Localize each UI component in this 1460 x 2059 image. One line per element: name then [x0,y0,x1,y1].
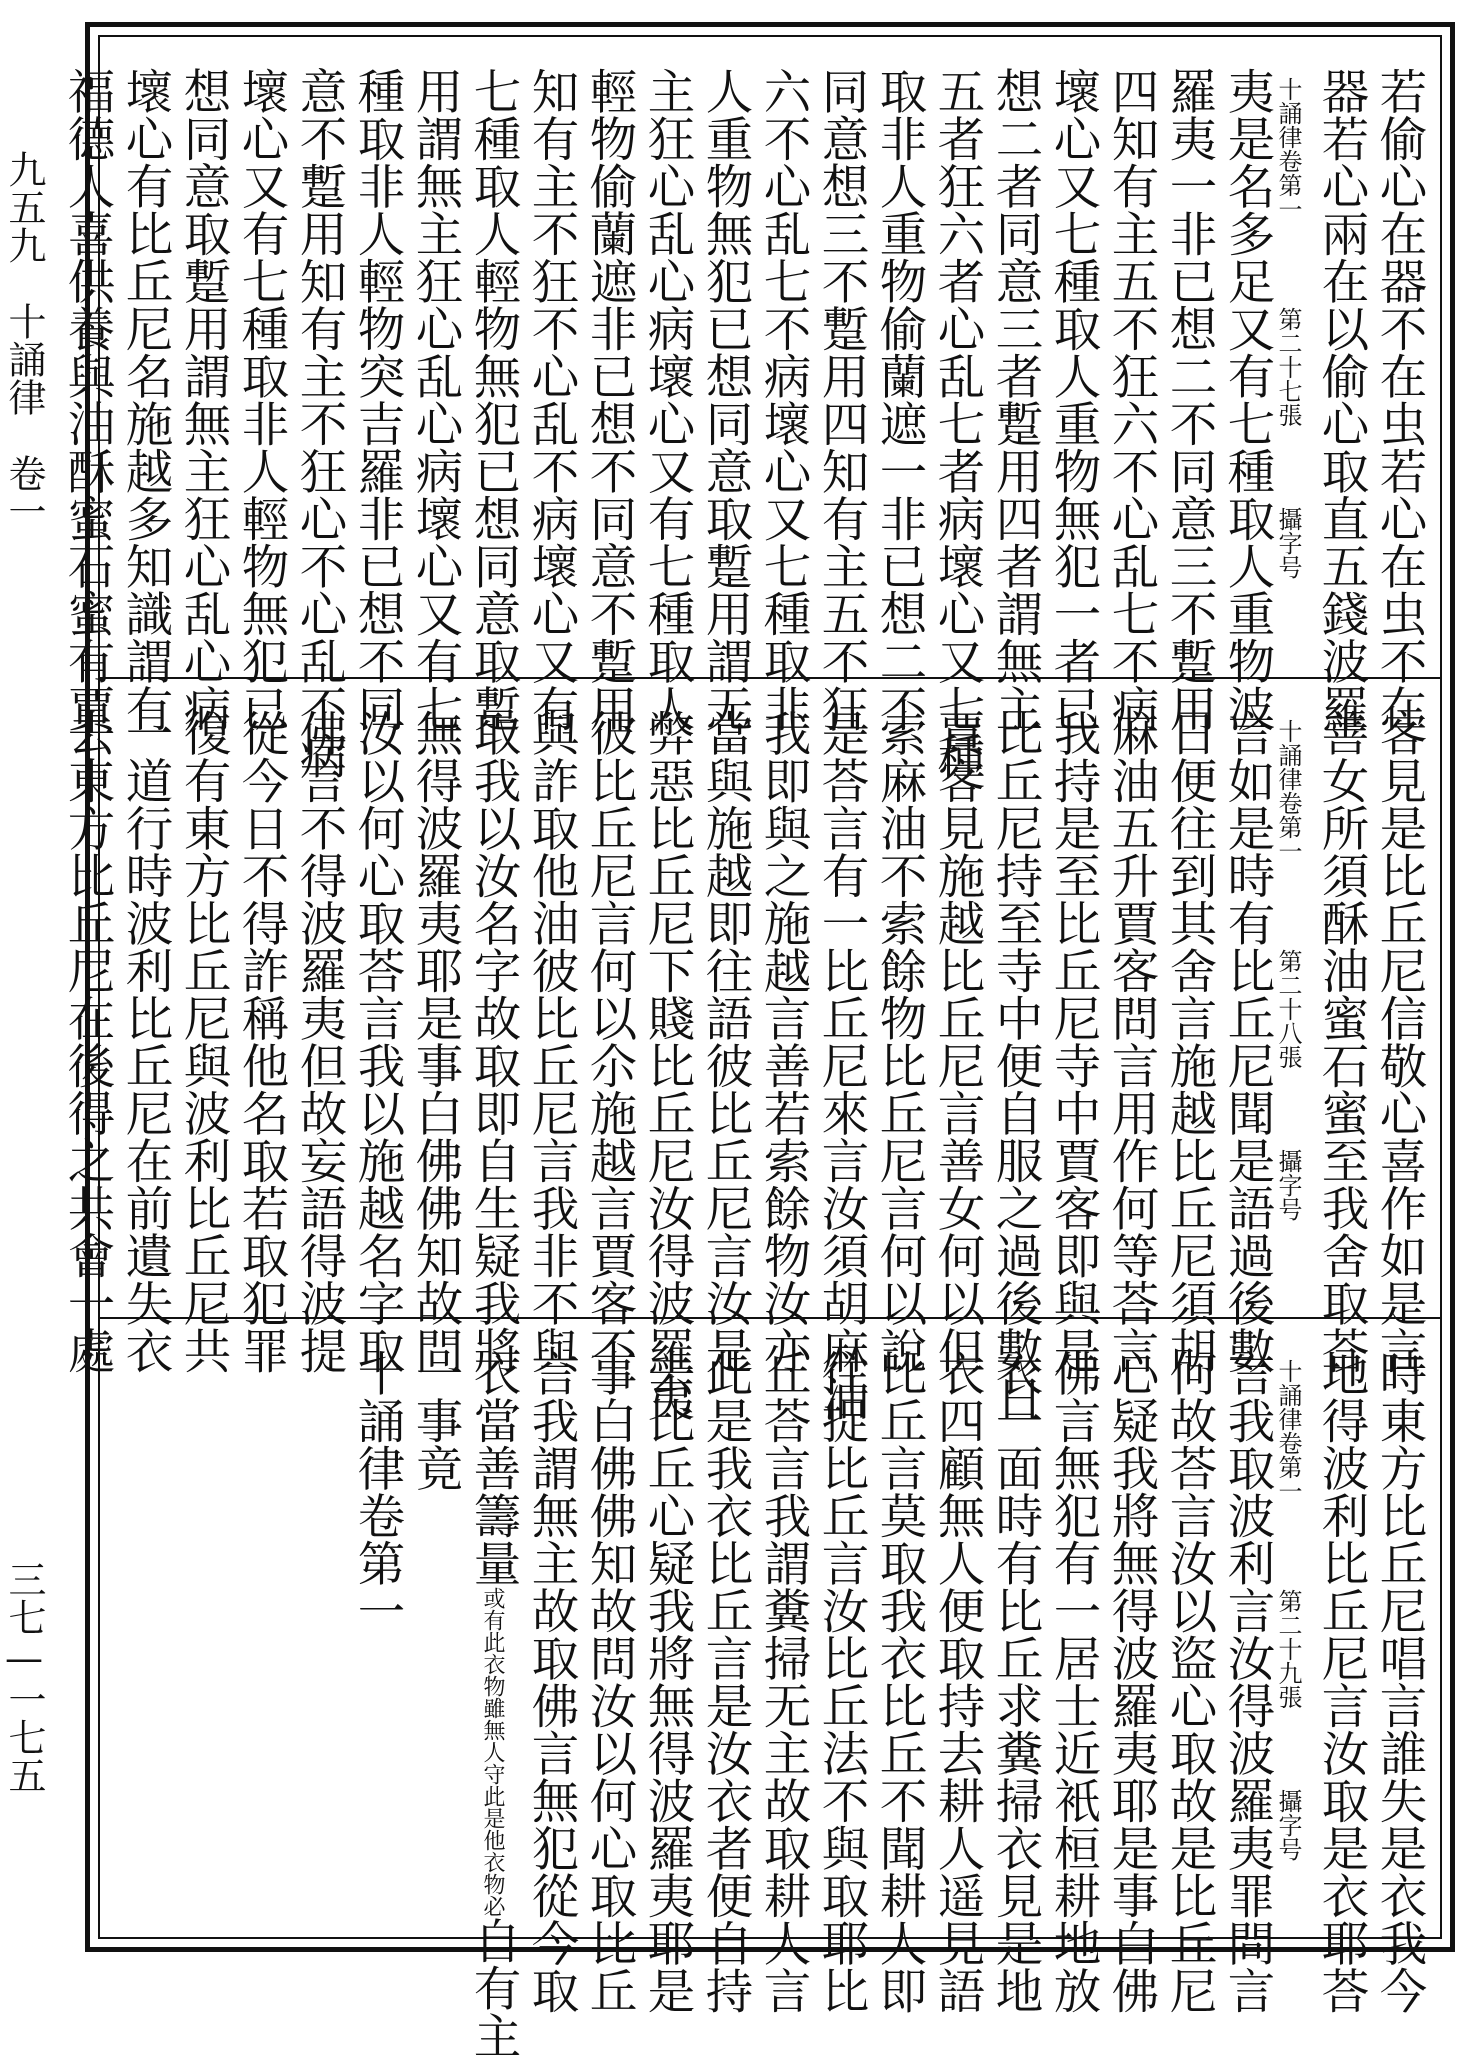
text-column: 壞心有比丘尼名施越多知識謂有 [110,67,168,667]
text-column: 此是我衣比丘言是汝衣者便自持 [690,1349,748,1949]
text-column: 地得波利比丘尼言汝取是衣耶荅 [1306,1349,1364,1949]
text-column: 賈客見施越比丘尼言善女何以但 [922,709,980,1309]
text-column: 一事竟 [400,1349,458,1949]
panel-1 [100,37,1440,677]
text-column: 彼比丘尼言何以尒施越言賈客不 [574,709,632,1309]
text-column: 比丘尼持至寺中便自服之過後數日 [980,709,1038,1309]
panel-1-margin-note [1270,67,1306,667]
text-column: 羅夷一非已想二不同意三不蹔用 [1154,67,1212,667]
text-column: 去東方比丘尼在後得之共會一處 [52,709,110,1309]
margin-note-title: 十誦律卷第一 [1276,77,1300,221]
text-column: 七種取人輕物無犯已想同意取蹔 [458,67,516,667]
panel-3-text [342,1349,1422,1949]
text-column: 知有主不狂不心乱不病壞心又有 [516,67,574,667]
text-column: 言我謂無主故取佛言無犯從今取 [516,1349,574,1949]
text-column: 麻油五升賈客問言用作何等荅言 [1096,709,1154,1309]
panel-1-text [52,67,1422,667]
text-column: 佛言無犯有一居士近衹桓耕地放 [1038,1349,1096,1949]
text-column: 時東方比丘尼唱言誰失是衣我今 [1364,1349,1422,1949]
page-header-margin: 九五九 十誦律 卷一 [4,150,44,530]
text-column: 丘荅言我謂糞掃无主故取耕人言 [748,1349,806,1949]
margin-note-leaf: 第二十七張 [1276,307,1300,427]
text-column: 無得波羅夷耶是事白佛佛知故問 [400,709,458,1309]
text-column: 取非人重物偷蘭遮一非已想二不 [864,67,922,667]
text-column: 日便往到其舍言施越比丘尼須胡 [1154,709,1212,1309]
margin-note-mark: 攝字号 [1276,1149,1300,1221]
text-column: 種取非人輕物突吉羅非已想不同 [342,67,400,667]
text-column: 客見是比丘尼信敬心喜作如是言 [1364,709,1422,1309]
text-column-main: 衣當善籌量 [465,1349,520,1587]
text-column: 衣一面時有比丘求糞掃衣見是地 [980,1349,1038,1949]
text-column: 六不心乱七不病壞心又七種取非 [748,67,806,667]
panel-3 [100,1317,1440,1937]
text-column-with-note [458,1349,516,1949]
text-column: 何故荅言汝以盜心取故是比丘尼 [1154,1349,1212,1949]
text-column: 壞心又有七種取非人輕物無犯已 [226,67,284,667]
page-number-margin: 三七—一七五 [4,1560,44,1794]
panel-2 [100,677,1440,1319]
text-column: 衣四顧無人便取持去耕人遥見語 [922,1349,980,1949]
margin-note-leaf: 第二十九張 [1276,1589,1300,1709]
text-column: 夷是名多足又有七種取人重物波 [1212,67,1270,667]
text-column: 用謂無主狂心乱心病壞心又有七 [400,67,458,667]
scroll-end-title: 十誦律卷第一 [342,1349,400,1949]
text-column: 從今日不得詐稱他名取若取犯罪 [226,709,284,1309]
text-column: 是荅言有一比丘尼來言汝須胡麻油 [806,709,864,1309]
text-column: 想同意取蹔用謂無主狂心乱心病 [168,67,226,667]
text-column: 善女所須酥油蜜石蜜至我舍取荅 [1306,709,1364,1309]
text-column: 言我取波利言汝得波羅夷罪問言 [1212,1349,1270,1949]
margin-note-title: 十誦律卷第一 [1276,1359,1300,1503]
text-column-tail: 自有主 [465,1917,520,2059]
text-column: 比丘言莫取我衣比丘不聞耕人即 [864,1349,922,1949]
margin-note-mark: 攝字号 [1276,507,1300,579]
text-column: 想二者同意三者蹔用四者謂無主 [980,67,1038,667]
margin-note-leaf: 第二十八張 [1276,949,1300,1069]
text-column: 取我以汝名字故取即自生疑我將 [458,709,516,1309]
text-column: 當與施越即往語彼比丘尼言汝是 [690,709,748,1309]
text-column: 往捉比丘言汝比丘法不與取耶比 [806,1349,864,1949]
text-column: 我即與之施越言善若索餘物汝亦 [748,709,806,1309]
text-column: 主狂心乱心病壞心又有七種取人 [632,67,690,667]
margin-note-title: 十誦律卷第一 [1276,719,1300,863]
panel-2-margin-note [1270,709,1306,1309]
text-column: 索麻油不索餘物比丘尼言何以說 [864,709,922,1309]
panel-3-margin-note [1270,1349,1306,1949]
text-column: 五者狂六者心乱七者病壞心又七種 [922,67,980,667]
text-column: 輕物偷蘭遮非已想不同意不蹔用 [574,67,632,667]
text-column: 去比丘心疑我將無得波羅夷耶是 [632,1349,690,1949]
text-column: 我持是至比丘尼寺中賈客即與是 [1038,709,1096,1309]
page-frame-inner [98,35,1442,1939]
text-column: 汝以何心取荅言我以施越名字取 [342,709,400,1309]
margin-note-mark: 攝字号 [1276,1789,1300,1861]
text-column: 器若心兩在以偷心取直五錢波羅 [1306,67,1364,667]
text-column: 弊惡比丘尼下賤比丘尼汝得波羅夷 [632,709,690,1309]
text-column: 一道行時波利比丘尼在前遺失衣 [110,709,168,1309]
text-column: 言如是時有比丘尼聞是語過後數 [1212,709,1270,1309]
text-column: 四知有主五不狂六不心乱七不病 [1096,67,1154,667]
text-column: 人重物無犯已想同意取蹔用謂无 [690,67,748,667]
page-frame [85,22,1455,1952]
text-column: 壞心又七種取人重物無犯一者已 [1038,67,1096,667]
panel-2-text [52,709,1422,1309]
text-column: 意不蹔用知有主不狂心不心乱不病 [284,67,342,667]
text-column: 與詐取他油彼比丘尼言我非不與 [516,709,574,1309]
text-column: 福德人喜供養與油酥蜜石蜜有賈 [52,67,110,667]
interlinear-note: 或有此衣物雖無人守此是他衣物必 [481,1587,503,1917]
text-column: 事白佛佛知故問汝以何心取比丘 [574,1349,632,1949]
text-column: 若偷心在器不在虫若心在虫不在 [1364,67,1422,667]
text-column: 心疑我將無得波羅夷耶是事白佛 [1096,1349,1154,1949]
text-column: 佛言不得波羅夷但故妄語得波提 [284,709,342,1309]
text-column: 同意想三不蹔用四知有主五不狂 [806,67,864,667]
text-column: 復有東方比丘尼與波利比丘尼共 [168,709,226,1309]
